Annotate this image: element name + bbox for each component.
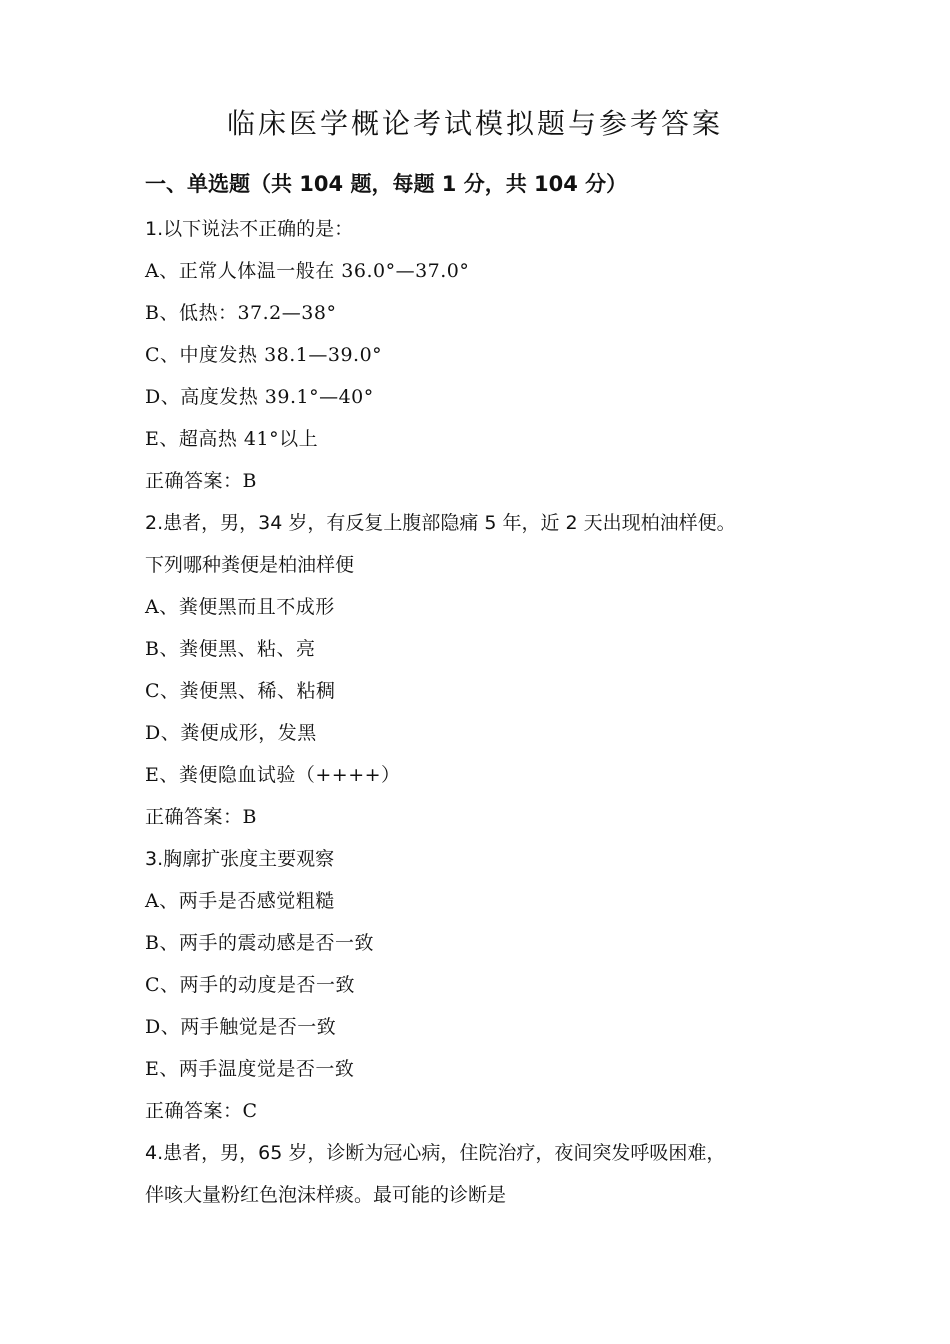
option-d: D、高度发热 39.1°—40° [145,386,374,408]
question-stem-line: 伴咳大量粉红色泡沫样痰。最可能的诊断是 [145,1184,507,1206]
document-body [145,164,845,1216]
correct-answer: 正确答案：C [145,1100,258,1122]
question-stem-line: 1.以下说法不正确的是： [145,218,354,240]
correct-answer: 正确答案：B [145,806,257,828]
section-heading: 一、单选题（共 104 题，每题 1 分，共 104 分） [145,172,628,196]
option-a: A、正常人体温一般在 36.0°—37.0° [145,260,470,282]
question-4 [145,1132,845,1216]
option-b: B、两手的震动感是否一致 [145,932,374,954]
question-2 [145,502,845,838]
option-e: E、两手温度觉是否一致 [145,1058,355,1080]
question-3 [145,838,845,1132]
question-1 [145,208,845,502]
option-a: A、粪便黑而且不成形 [145,596,335,618]
option-c: C、两手的动度是否一致 [145,974,356,996]
question-stem-line: 下列哪种粪便是柏油样便 [145,554,355,576]
option-d: D、粪便成形，发黑 [145,722,317,744]
question-stem-line: 2.患者，男，34 岁，有反复上腹部隐痛 5 年，近 2 天出现柏油样便。 [145,512,736,534]
question-stem [145,502,845,586]
option-e: E、超高热 41°以上 [145,428,319,450]
option-c: C、中度发热 38.1—39.0° [145,344,383,366]
document-title: 临床医学概论考试模拟题与参考答案 [226,107,723,140]
option-d: D、两手触觉是否一致 [145,1016,337,1038]
option-b: B、粪便黑、粘、亮 [145,638,316,660]
question-stem-line: 4.患者，男，65 岁，诊断为冠心病，住院治疗，夜间突发呼吸困难， [145,1142,726,1164]
question-stem [145,838,845,880]
option-e: E、粪便隐血试验（++++） [145,764,401,786]
option-c: C、粪便黑、稀、粘稠 [145,680,336,702]
question-stem [145,1132,845,1216]
correct-answer: 正确答案：B [145,470,257,492]
option-a: A、两手是否感觉粗糙 [145,890,335,912]
question-stem-line: 3.胸廓扩张度主要观察 [145,848,335,870]
question-stem [145,208,845,250]
option-b: B、低热：37.2—38° [145,302,337,324]
